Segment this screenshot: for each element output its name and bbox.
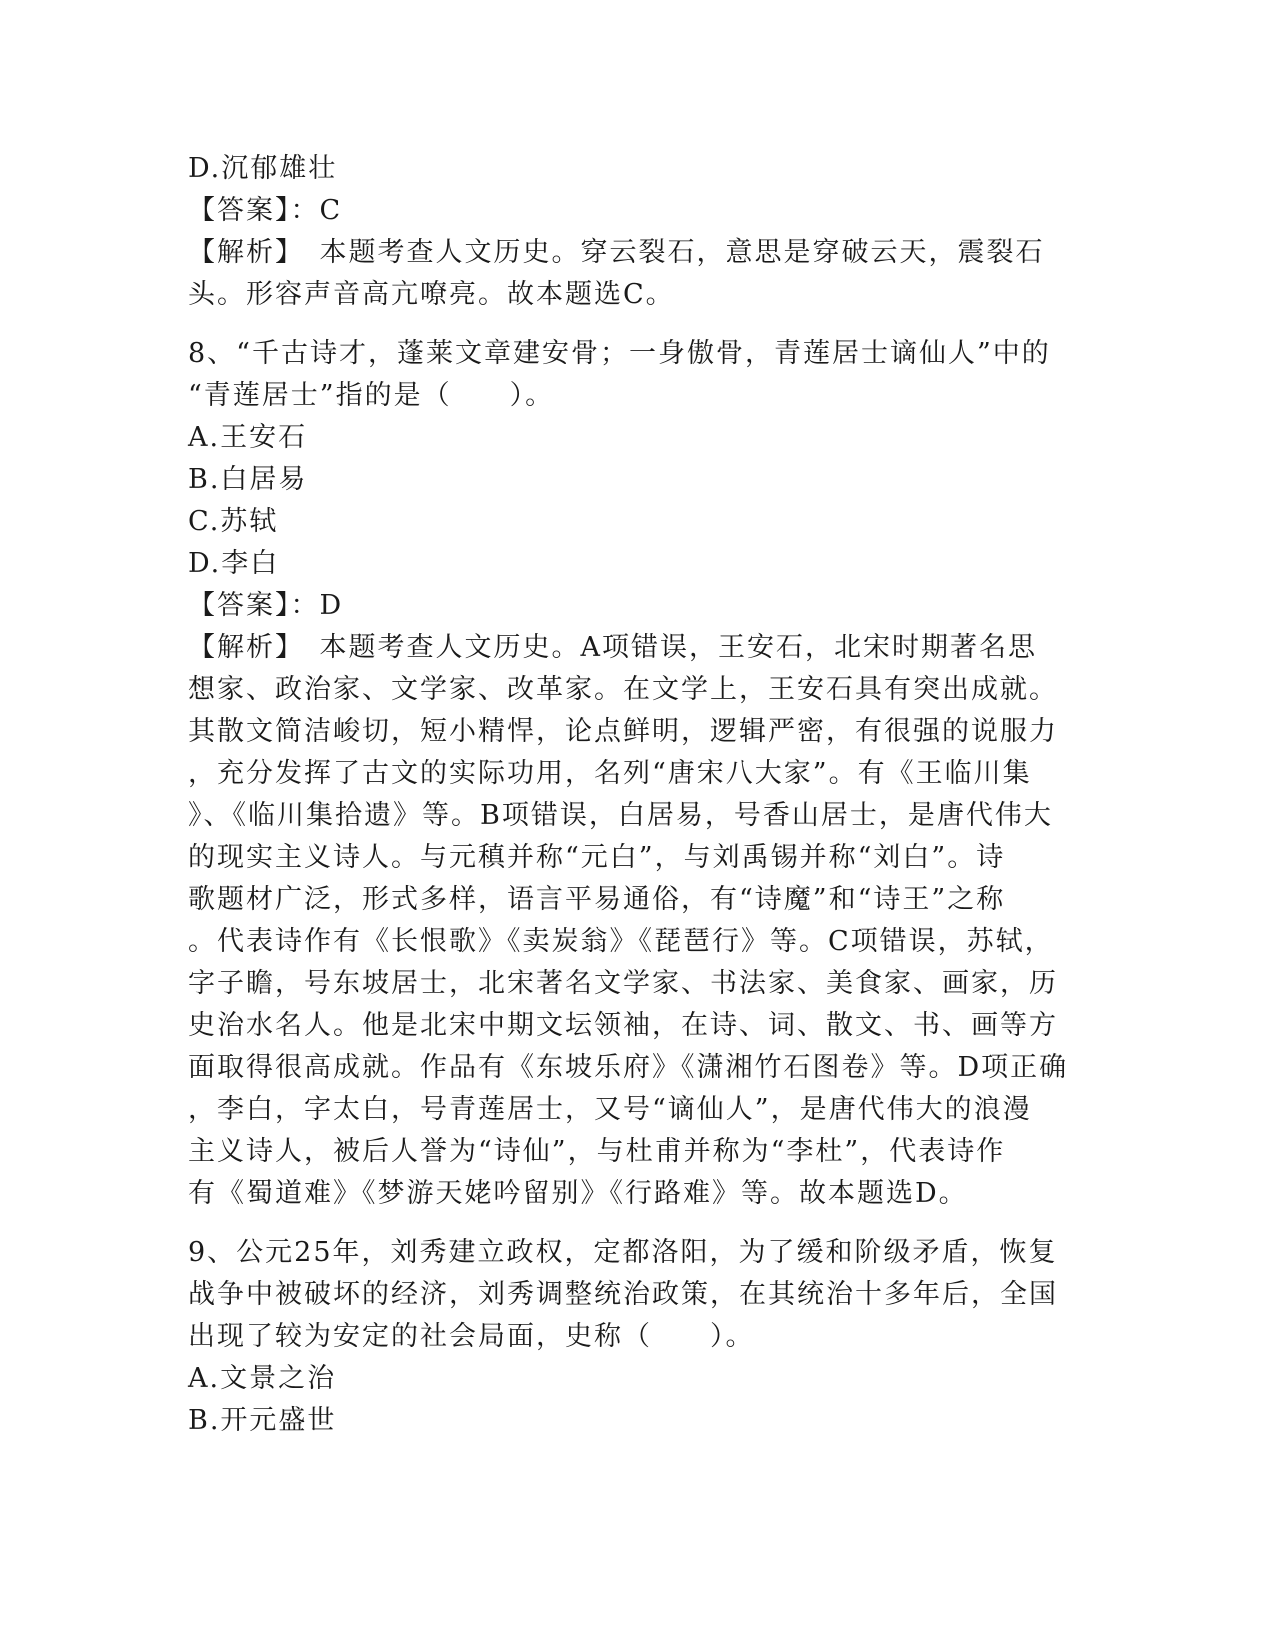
document-body bbox=[188, 148, 1078, 1442]
option-a: A.王安石 bbox=[188, 422, 308, 453]
question-9-line: 9、公元25年，刘秀建立政权，定都洛阳，为了缓和阶级矛盾，恢复 bbox=[188, 1237, 1058, 1268]
analysis-line: 头。形容声音高亢嘹亮。故本题选C。 bbox=[188, 279, 675, 310]
analysis-line: 的现实主义诗人。与元稹并称“元白”，与刘禹锡并称“刘白”。诗 bbox=[188, 842, 1006, 873]
analysis-line: 【解析】 本题考查人文历史。穿云裂石，意思是穿破云天，震裂石 bbox=[188, 237, 1045, 268]
answer-line: 【答案】：D bbox=[188, 590, 344, 621]
question-8-line: 8、“千古诗才，蓬莱文章建安骨；一身傲骨，青莲居士谪仙人”中的 bbox=[188, 338, 1051, 369]
analysis-line: 【解析】 本题考查人文历史。A项错误，王安石，北宋时期著名思 bbox=[188, 632, 1037, 663]
analysis-line: ，充分发挥了古文的实际功用，名列“唐宋八大家”。有《王临川集 bbox=[188, 758, 1032, 789]
analysis-line: 》、《临川集拾遗》等。B项错误，白居易，号香山居士，是唐代伟大 bbox=[188, 800, 1053, 831]
analysis-line: 有《蜀道难》《梦游天姥吟留别》《行路难》等。故本题选D。 bbox=[188, 1178, 968, 1209]
question-9-line: 战争中被破坏的经济，刘秀调整统治政策，在其统治十多年后，全国 bbox=[188, 1279, 1058, 1310]
analysis-line: 面取得很高成就。作品有《东坡乐府》《潇湘竹石图卷》等。D项正确 bbox=[188, 1052, 1069, 1083]
analysis-line: 字子瞻，号东坡居士，北宋著名文学家、书法家、美食家、画家，历 bbox=[188, 968, 1058, 999]
paragraph-gap bbox=[188, 1215, 1078, 1232]
question-9-line: 出现了较为安定的社会局面，史称（ ）。 bbox=[188, 1321, 755, 1352]
option-b: B.开元盛世 bbox=[188, 1405, 337, 1436]
analysis-line: ，李白，字太白，号青莲居士，又号“谪仙人”，是唐代伟大的浪漫 bbox=[188, 1094, 1032, 1125]
option-a: A.文景之治 bbox=[188, 1363, 337, 1394]
option-d-prev: D.沉郁雄壮 bbox=[188, 153, 338, 184]
analysis-line: 想家、政治家、文学家、改革家。在文学上，王安石具有突出成就。 bbox=[188, 674, 1058, 705]
analysis-line: 。代表诗作有《长恨歌》《卖炭翁》《琵琶行》等。C项错误，苏轼， bbox=[188, 926, 1054, 957]
analysis-line: 其散文简洁峻切，短小精悍，论点鲜明，逻辑严密，有很强的说服力 bbox=[188, 716, 1058, 747]
analysis-line: 主义诗人，被后人誉为“诗仙”，与杜甫并称为“李杜”，代表诗作 bbox=[188, 1136, 1006, 1167]
option-c: C.苏轼 bbox=[188, 506, 279, 537]
paragraph-gap bbox=[188, 316, 1078, 333]
option-d: D.李白 bbox=[188, 548, 280, 579]
answer-line: 【答案】：C bbox=[188, 195, 343, 226]
question-8-line: “青莲居士”指的是（ ）。 bbox=[188, 380, 555, 411]
option-b: B.白居易 bbox=[188, 464, 308, 495]
analysis-line: 史治水名人。他是北宋中期文坛领袖，在诗、词、散文、书、画等方 bbox=[188, 1010, 1058, 1041]
analysis-line: 歌题材广泛，形式多样，语言平易通俗，有“诗魔”和“诗王”之称 bbox=[188, 884, 1006, 915]
